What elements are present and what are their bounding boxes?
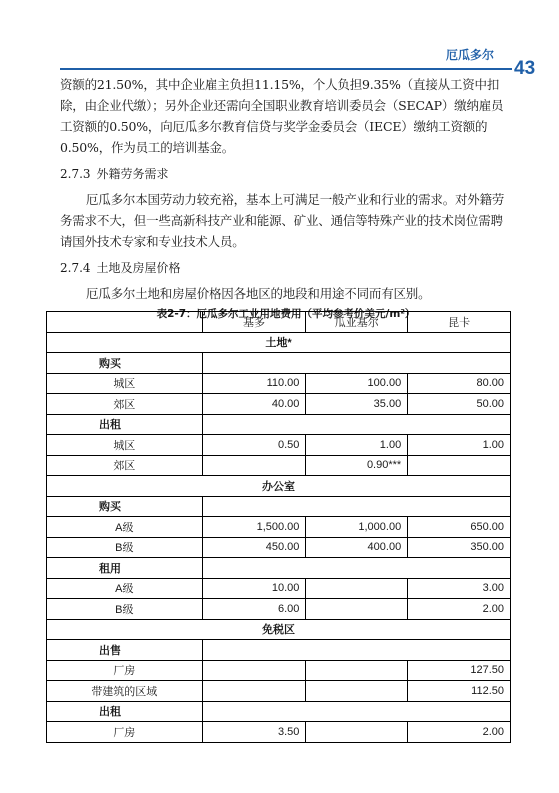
cell-quito <box>202 660 306 681</box>
subsection-buy: 购买 <box>47 496 203 517</box>
cell-guayaquil: 400.00 <box>306 537 408 558</box>
cell-cuenca: 1.00 <box>408 435 511 456</box>
cell-cuenca: 350.00 <box>408 537 511 558</box>
cell-quito: 0.50 <box>202 435 306 456</box>
section-heading-2-7-3 <box>60 165 512 183</box>
table-row <box>47 599 511 620</box>
row-label: 带建筑的区域 <box>47 681 203 702</box>
subsection-rent: 出租 <box>47 701 203 722</box>
section-title-office: 办公室 <box>47 476 511 497</box>
cell-quito: 110.00 <box>202 373 306 394</box>
cell-quito: 1,500.00 <box>202 517 306 538</box>
cell-guayaquil <box>306 660 408 681</box>
section-title: 外籍劳务需求 <box>96 167 169 181</box>
row-label: A级 <box>47 578 203 599</box>
column-header-guayaquil: 瓜亚基尔 <box>306 312 408 333</box>
row-label: 郊区 <box>47 455 203 476</box>
table-header-row <box>47 312 511 333</box>
subsection-row <box>47 558 511 579</box>
subsection-sale: 出售 <box>47 640 203 661</box>
header-rule <box>60 68 512 70</box>
subsection-row <box>47 353 511 374</box>
cell-guayaquil <box>306 681 408 702</box>
row-label: 厂房 <box>47 722 203 743</box>
table-row <box>47 660 511 681</box>
subsection-rent: 出租 <box>47 414 203 435</box>
cell-cuenca: 80.00 <box>408 373 511 394</box>
section-title: 土地及房屋价格 <box>96 261 181 275</box>
section-heading-2-7-4 <box>60 259 512 277</box>
cell-cuenca: 2.00 <box>408 599 511 620</box>
cell-cuenca: 650.00 <box>408 517 511 538</box>
table-row <box>47 722 511 743</box>
cell-guayaquil <box>306 578 408 599</box>
row-label: 郊区 <box>47 394 203 415</box>
section-title-free-zone: 免税区 <box>47 619 511 640</box>
subsection-row <box>47 496 511 517</box>
cell-guayaquil <box>306 722 408 743</box>
row-label: 城区 <box>47 435 203 456</box>
cell-guayaquil <box>306 599 408 620</box>
cell-quito: 40.00 <box>202 394 306 415</box>
table-row <box>47 537 511 558</box>
subsection-buy: 购买 <box>47 353 203 374</box>
cell-quito <box>202 681 306 702</box>
page-body <box>60 74 512 325</box>
cell-guayaquil: 35.00 <box>306 394 408 415</box>
cell-quito: 6.00 <box>202 599 306 620</box>
column-header-cuenca: 昆卡 <box>408 312 511 333</box>
column-header-quito: 基多 <box>202 312 306 333</box>
table-row <box>47 373 511 394</box>
cell-cuenca: 2.00 <box>408 722 511 743</box>
row-label: 厂房 <box>47 660 203 681</box>
section-number: 2.7.4 <box>60 261 91 275</box>
subsection-row <box>47 701 511 722</box>
section-2-7-3-paragraph: 厄瓜多尔本国劳动力较充裕，基本上可满足一般产业和行业的需求。对外籍劳务需求不大，但一些高新科技产业和能源、矿业、通信等特殊产业的技术岗位需聘请国外技术专家和专业技术人员。 <box>60 192 505 249</box>
running-header-country: 厄瓜多尔 <box>446 48 495 62</box>
table-row <box>47 517 511 538</box>
row-label: B级 <box>47 537 203 558</box>
subsection-rent: 租用 <box>47 558 203 579</box>
table-row <box>47 455 511 476</box>
table-caption: 表2-7：厄瓜多尔工业用地费用（平均参考价美元/m²） <box>156 308 416 320</box>
row-label: 城区 <box>47 373 203 394</box>
cell-quito: 3.50 <box>202 722 306 743</box>
row-label: A级 <box>47 517 203 538</box>
table-row <box>47 394 511 415</box>
cell-cuenca: 127.50 <box>408 660 511 681</box>
cell-guayaquil: 1.00 <box>306 435 408 456</box>
cell-cuenca: 112.50 <box>408 681 511 702</box>
row-label: B级 <box>47 599 203 620</box>
subsection-row <box>47 640 511 661</box>
cell-guayaquil: 1,000.00 <box>306 517 408 538</box>
page-number: 43 <box>514 58 536 79</box>
section-2-7-4-paragraph: 厄瓜多尔土地和房屋价格因各地区的地段和用途不同而有区别。 <box>86 286 431 301</box>
section-title-land: 土地* <box>47 332 511 353</box>
section-number: 2.7.3 <box>60 167 91 181</box>
intro-paragraph: 资额的21.50%，其中企业雇主负担11.15%，个人负担9.35%（直接从工资中扣除，由企业代缴）；另外企业还需向全国职业教育培训委员会（SECAP）缴纳雇员工资额的0.50%，向厄瓜多尔教育信贷与奖学金委员会（IECE）缴纳工资额的0.50%，作为员工的培训基金。 <box>60 77 504 155</box>
section-row-office <box>47 476 511 497</box>
table-row <box>47 681 511 702</box>
column-header-blank <box>47 312 203 333</box>
cell-cuenca: 3.00 <box>408 578 511 599</box>
industrial-land-cost-table <box>46 311 511 743</box>
table-row <box>47 435 511 456</box>
table-row <box>47 578 511 599</box>
subsection-row <box>47 414 511 435</box>
cell-guayaquil: 100.00 <box>306 373 408 394</box>
cell-cuenca <box>408 455 511 476</box>
cell-quito: 10.00 <box>202 578 306 599</box>
cell-guayaquil: 0.90*** <box>306 455 408 476</box>
section-row-free-zone <box>47 619 511 640</box>
cell-quito: 450.00 <box>202 537 306 558</box>
cell-cuenca: 50.00 <box>408 394 511 415</box>
cell-quito <box>202 455 306 476</box>
section-row-land <box>47 332 511 353</box>
